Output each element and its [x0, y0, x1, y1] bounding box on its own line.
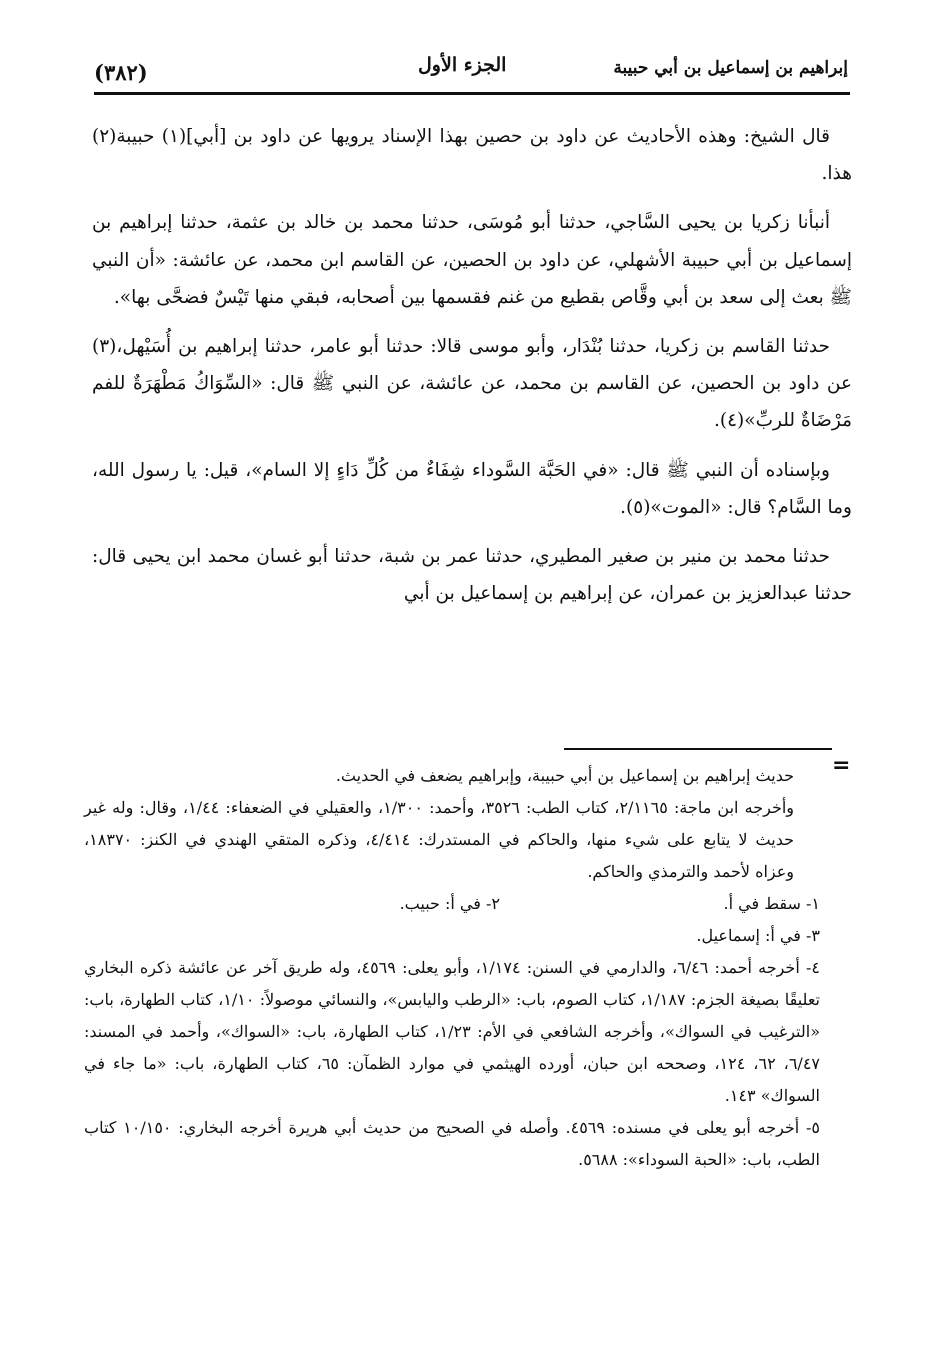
footnote-1: ١- سقط في أ.	[723, 894, 820, 913]
footnote-continuation-1: حديث إبراهيم بن إسماعيل بن أبي حبيبة، وإبراهيم يضعف في الحديث.	[335, 766, 794, 785]
footnote-2: ٢- في أ: حبيب.	[399, 894, 500, 913]
paragraph-4: وبإسناده أن النبي ﷺ قال: «في الحَبَّة السَّوداء شِفَاءٌ من كُلِّ دَاءٍ إلا السام»، قيل: يا رسول الله، وما السَّام؟ قال: «الموت»(٥).	[92, 459, 852, 518]
page-number: (٣٨٢)	[94, 60, 148, 85]
paragraph-2: أنبأنا زكريا بن يحيى السَّاجي، حدثنا أبو مُوسَى، حدثنا محمد بن خالد بن عثمة، حدثنا إبراهيم بن إسماعيل بن أبي حبيبة الأشهلي، عن داود بن الحصين، عن القاسم ابن محمد، عن عائشة: «أن النبي ﷺ بعث إلى سعد بن أبي وقَّاص بقطيع من غنم فقسمها بين أصحابه، فبقي منها تَيْسٌ فضحَّى بها».	[92, 212, 852, 308]
running-title: إبراهيم بن إسماعيل بن أبي حبيبة	[613, 58, 848, 78]
part-title: الجزء الأول	[418, 54, 507, 76]
page-header	[88, 52, 850, 88]
footnote-3: ٣- في أ: إسماعيل.	[696, 926, 820, 945]
main-text	[92, 118, 852, 724]
footnote-5: ٥- أخرجه أبو يعلى في مسنده: ٤٥٦٩. وأصله في الصحيح من حديث أبي هريرة أخرجه البخاري: ١٠/١٥٠ كتاب الطب، باب: «الحبة السوداء»: ٥٦٨٨.	[84, 1118, 821, 1169]
footnote-4: ٤- أخرجه أحمد: ٦/٤٦، والدارمي في السنن: ١/١٧٤، وأبو يعلى: ٤٥٦٩، وله طريق آخر عن عائشة ذكره البخاري تعليقًا بصيغة الجزم: ١/١٨٧، كتاب الصوم، باب: «الرطب واليابس»، والنسائي موصولاً: ١/١٠، كتاب الطهارة، باب: «الترغيب في السواك»، وأخرجه الشافعي في الأم: ١/٢٣، كتاب الطهارة، باب: «السواك»، وأحمد في المسند: ٦/٤٧، ٦٢، ١٢٤، وصححه ابن حبان، أورده الهيثمي في موارد الظمآن: ٦٥، كتاب الطهارة، باب: «ما جاء في السواك» ١٤٣.	[84, 958, 821, 1105]
paragraph-1: قال الشيخ: وهذه الأحاديث عن داود بن حصين بهذا الإسناد يرويها عن داود بن [أبي](١) حبيبة(٢) هذا.	[92, 126, 852, 185]
header-divider	[94, 92, 850, 95]
footnotes	[84, 760, 820, 1320]
continuation-mark: =	[832, 753, 851, 778]
paragraph-5: حدثنا محمد بن منير بن صغير المطيري، حدثنا عمر بن شبة، حدثنا أبو غسان محمد ابن يحيى قال: حدثنا عبدالعزيز بن عمران، عن إبراهيم بن إسماعيل بن أبي	[92, 546, 852, 605]
footnote-divider	[564, 748, 832, 750]
footnote-continuation-2: وأخرجه ابن ماجة: ٢/١١٦٥، كتاب الطب: ٣٥٢٦، وأحمد: ١/٣٠٠، والعقيلي في الضعفاء: ١/٤٤، وقال: وله غير حديث لا يتابع على شيء منها، والحاكم في المستدرك: ٤/٤١٤، وذكره المتقي الهندي في الكنز: ١٨٣٧٠، وعزاه لأحمد والترمذي والحاكم.	[84, 798, 795, 881]
footnote-row-1-2	[84, 888, 820, 920]
paragraph-3: حدثنا القاسم بن زكريا، حدثنا بُنْدَار، وأبو موسى قالا: حدثنا أبو عامر، حدثنا إبراهيم بن أُسَيْهل،(٣) عن داود بن الحصين، عن القاسم بن محمد، عن عائشة، عن النبي ﷺ قال: «السِّوَاكُ مَطْهَرَةٌ للفم مَرْضَاةٌ للربِّ»(٤).	[92, 336, 852, 432]
